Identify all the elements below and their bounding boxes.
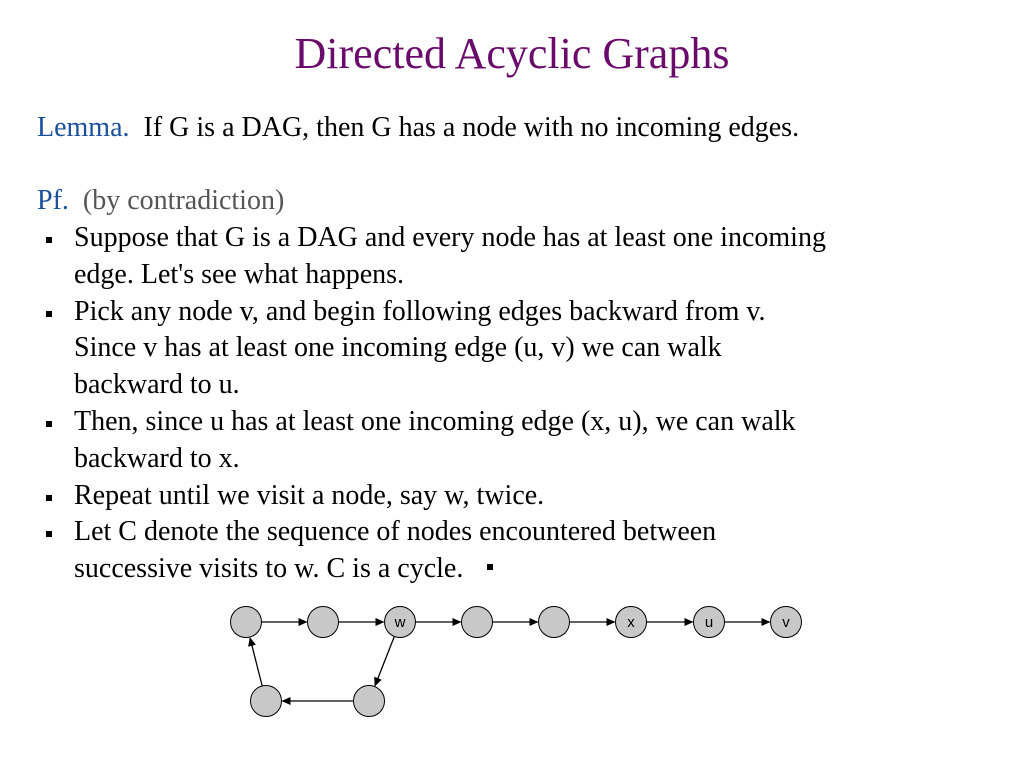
bullet-line: Then, since u has at least one incoming edge (x, u), we can walk: [74, 405, 796, 437]
graph-node-bottom-right: [354, 686, 385, 717]
graph-node-1: [231, 607, 262, 638]
graph-edge-arrow: [375, 636, 394, 685]
graph-node-bottom-left: [251, 686, 282, 717]
slide-title: Directed Acyclic Graphs: [294, 29, 730, 78]
graph-node-label: w: [394, 614, 406, 631]
bullet-line: Let C denote the sequence of nodes encountered between: [74, 516, 717, 548]
graph-node-5: [539, 607, 570, 638]
graph-node-2: [308, 607, 339, 638]
bullet-line: Since v has at least one incoming edge (u, v) we can walk: [74, 332, 722, 364]
graph-nodes: [231, 607, 802, 717]
graph-edge-arrow: [250, 638, 262, 686]
graph-node-4: [462, 607, 493, 638]
bullet-line: Suppose that G is a DAG and every node has at least one incoming: [74, 222, 826, 253]
bullet-line: successive visits to w. C is a cycle.: [74, 553, 464, 585]
bullet-line: Repeat until we visit a node, say w, twice.: [74, 479, 545, 511]
graph-node-label: v: [782, 614, 790, 631]
proof-method: (by contradiction): [82, 185, 285, 216]
lemma-text: If G is a DAG, then G has a node with no incoming edges.: [143, 112, 800, 143]
graph-node-label: x: [627, 614, 635, 631]
graph-node-label: u: [704, 614, 714, 631]
bullet-line: Pick any node v, and begin following edges backward from v.: [74, 295, 766, 327]
bullet-line: edge. Let's see what happens.: [74, 258, 405, 290]
bullet-line: backward to u.: [74, 369, 240, 401]
lemma-label: Lemma.: [37, 112, 130, 143]
bullet-line: backward to x.: [74, 442, 240, 474]
proof-label: Pf.: [37, 185, 69, 216]
